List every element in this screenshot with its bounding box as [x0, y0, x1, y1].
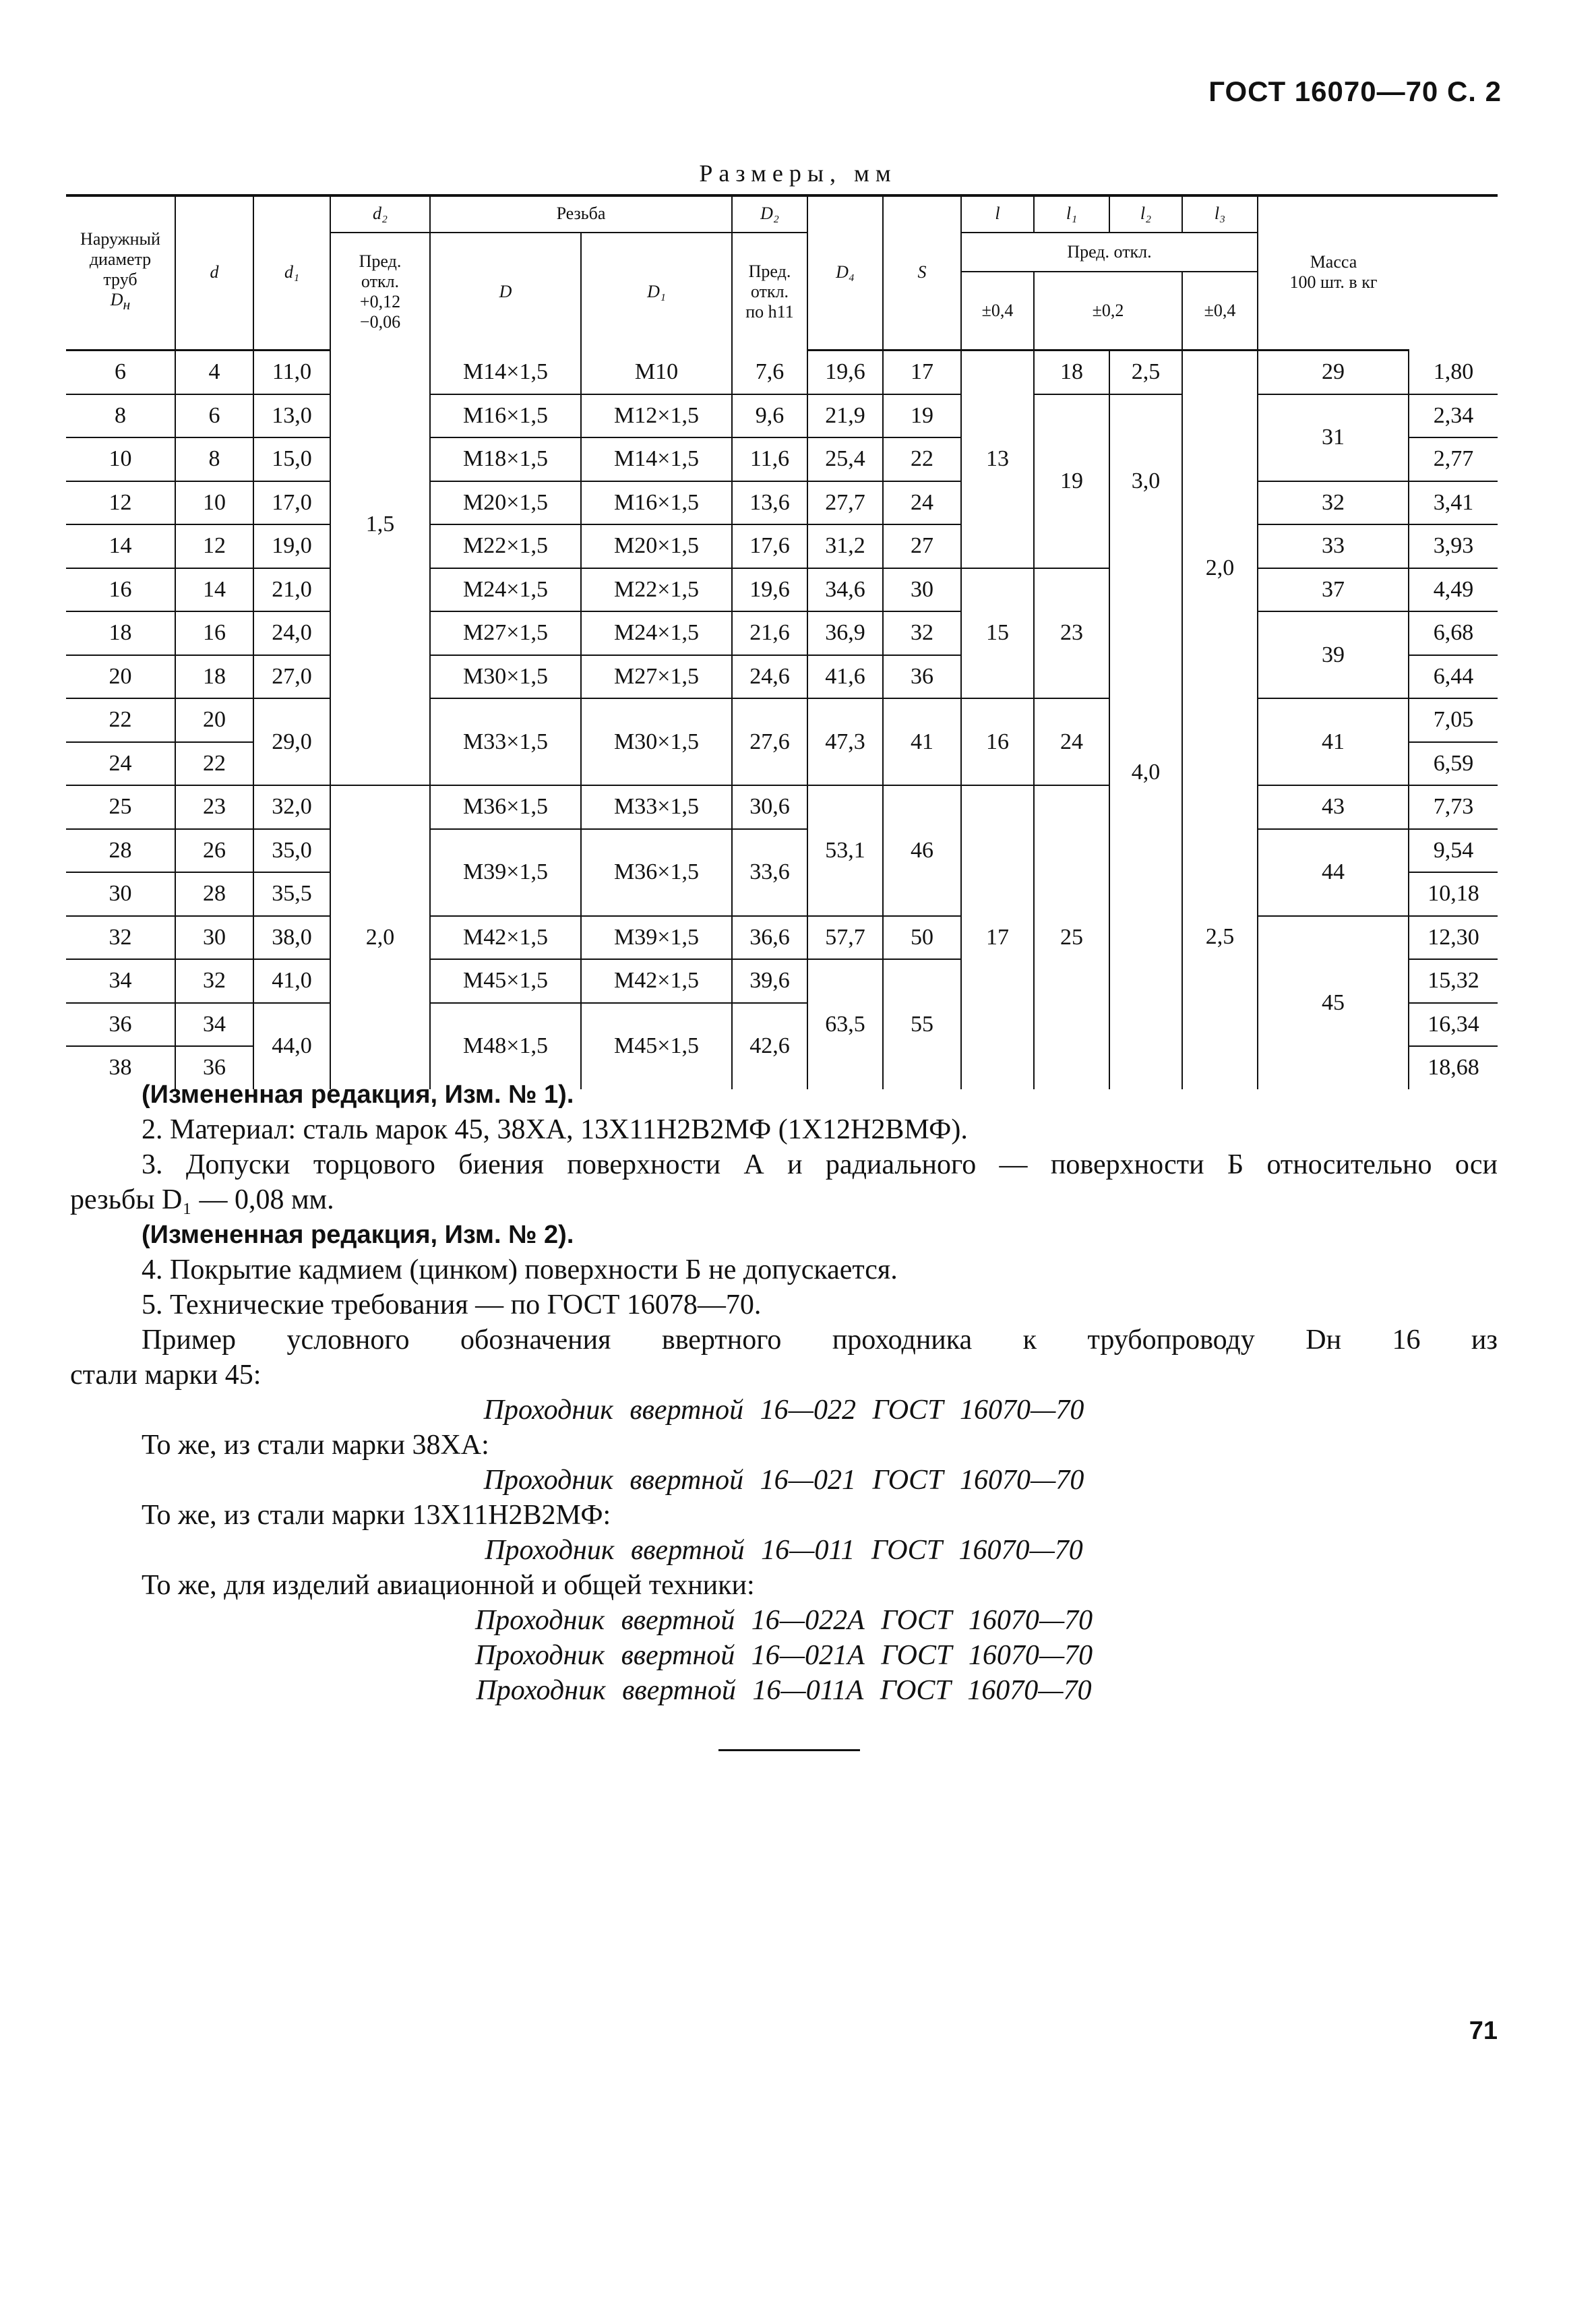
table-cell: 16 [175, 611, 253, 655]
table-cell: M24×1,5 [581, 611, 732, 655]
table-cell: 4 [175, 351, 253, 394]
header-d2-tolerance: Пред. откл. +0,12 −0,06 [330, 233, 430, 351]
table-cell: 19,6 [807, 351, 883, 394]
table-row [66, 481, 1498, 525]
table-cell: M27×1,5 [430, 611, 581, 655]
table-cell: 41,0 [253, 959, 330, 1003]
table-cell: 3,93 [1409, 524, 1498, 568]
table-cell: 26 [175, 829, 253, 873]
table-cell: 14 [66, 524, 175, 568]
designation-2: Проходник ввертной 16—021 ГОСТ 16070—70 [483, 1465, 1084, 1496]
designation-5: Проходник ввертной 16—021А ГОСТ 16070—70 [474, 1640, 1093, 1671]
same-note-13x11: То же, из стали марки 13Х11Н2В2МФ: [142, 1500, 611, 1531]
table-cell: 29,0 [253, 698, 330, 785]
table-cell: 34,6 [807, 568, 883, 612]
table-cell: 7,73 [1409, 785, 1498, 829]
table-cell: 30,6 [732, 785, 807, 829]
table-cell: 31 [1258, 394, 1409, 481]
table-cell: 25,4 [807, 437, 883, 481]
table-cell: 19 [883, 394, 961, 438]
table-cell: 47,3 [807, 698, 883, 785]
table-cell: 3,0 [1109, 394, 1182, 568]
table-cell: 41 [883, 698, 961, 785]
table-cell: 39,6 [732, 959, 807, 1003]
table-cell: 27,6 [732, 698, 807, 785]
table-cell: 31,2 [807, 524, 883, 568]
table-cell: 30 [66, 872, 175, 916]
table-cell: M36×1,5 [430, 785, 581, 829]
table-cell: 25 [1034, 785, 1109, 1089]
table-body [66, 351, 1498, 1089]
table-cell: 13 [961, 351, 1034, 568]
header-D1: D₁ [581, 233, 732, 351]
table-cell: M14×1,5 [581, 437, 732, 481]
table-row [66, 568, 1498, 612]
table-cell: 3,41 [1409, 481, 1498, 525]
table-cell: 36 [883, 655, 961, 699]
table-cell: 57,7 [807, 916, 883, 960]
table-cell: 19 [1034, 394, 1109, 568]
table-cell: 44,0 [253, 1003, 330, 1089]
table-cell: 32,0 [253, 785, 330, 829]
header-d1: d₁ [253, 195, 330, 351]
table-cell: 38,0 [253, 916, 330, 960]
table-cell: 39 [1258, 611, 1409, 698]
notes-section [70, 1077, 1498, 1708]
table-cell: 8 [175, 437, 253, 481]
table-cell: 12 [66, 481, 175, 525]
table-cell: M16×1,5 [430, 394, 581, 438]
table-cell: 63,5 [807, 959, 883, 1089]
table-cell: 36 [66, 1003, 175, 1047]
spec-table [66, 195, 1498, 1089]
table-cell: M30×1,5 [581, 698, 732, 785]
table-cell: M10 [581, 351, 732, 394]
table-cell: 24 [66, 742, 175, 786]
note-2-material: 2. Материал: сталь марок 45, 38ХА, 13Х11Н2В2МФ (1Х12Н2ВМФ). [142, 1114, 968, 1145]
table-cell: 32 [66, 916, 175, 960]
table-cell: 17,0 [253, 481, 330, 525]
header-D: D [430, 233, 581, 351]
table-cell: 27,7 [807, 481, 883, 525]
header-D2: D₂ [732, 195, 807, 233]
note-3-continued: резьбы D₁ — 0,08 мм. [70, 1184, 334, 1215]
table-row [66, 785, 1498, 829]
table-cell: 6,59 [1409, 742, 1498, 786]
table-cell: 27,0 [253, 655, 330, 699]
table-cell: 2,0 [1182, 351, 1258, 786]
designation-4: Проходник ввертной 16—022А ГОСТ 16070—70 [474, 1605, 1093, 1636]
table-cell: 36,9 [807, 611, 883, 655]
table-cell: M45×1,5 [581, 1003, 732, 1089]
table-cell: M33×1,5 [430, 698, 581, 785]
table-cell: M36×1,5 [581, 829, 732, 916]
example-intro-continued: стали марки 45: [70, 1360, 262, 1391]
header-tol-l: ±0,4 [961, 272, 1034, 351]
table-cell: 22 [66, 698, 175, 742]
table-cell: 11,6 [732, 437, 807, 481]
table-cell: 18 [66, 611, 175, 655]
table-cell: 10 [175, 481, 253, 525]
table-cell: M16×1,5 [581, 481, 732, 525]
designation-1: Проходник ввертной 16—022 ГОСТ 16070—70 [483, 1395, 1084, 1426]
table-cell: M22×1,5 [430, 524, 581, 568]
table-cell: 20 [175, 698, 253, 742]
table-cell: 6 [175, 394, 253, 438]
document-header: ГОСТ 16070—70 С. 2 [1208, 75, 1502, 107]
example-intro: Пример условного обозначения ввертного проходника к трубопроводу Dн 16 из [142, 1325, 1498, 1356]
table-cell: 21,9 [807, 394, 883, 438]
table-cell: 28 [175, 872, 253, 916]
table-cell: 2,77 [1409, 437, 1498, 481]
table-row [66, 698, 1498, 742]
table-cell: 6 [66, 351, 175, 394]
table-cell: 19,0 [253, 524, 330, 568]
table-cell: 12 [175, 524, 253, 568]
table-cell: 21,6 [732, 611, 807, 655]
table-cell: M24×1,5 [430, 568, 581, 612]
table-cell: 45 [1258, 916, 1409, 1089]
header-l2: l₂ [1109, 195, 1182, 233]
header-S: S [883, 195, 961, 351]
same-note-aviation: То же, для изделий авиационной и общей техники: [142, 1570, 755, 1601]
table-cell: 16 [961, 698, 1034, 785]
table-cell: 18 [1034, 351, 1109, 394]
designation-6: Проходник ввертной 16—011А ГОСТ 16070—70 [476, 1675, 1092, 1706]
table-cell: 32 [1258, 481, 1409, 525]
table-cell: 23 [175, 785, 253, 829]
note-4-coating: 4. Покрытие кадмием (цинком) поверхности Б не допускается. [142, 1254, 898, 1285]
table-cell: M33×1,5 [581, 785, 732, 829]
table-row [66, 524, 1498, 568]
table-cell: M14×1,5 [430, 351, 581, 394]
table-cell: 2,5 [1109, 351, 1182, 394]
table-cell: M39×1,5 [430, 829, 581, 916]
table-cell: 32 [175, 959, 253, 1003]
header-d: d [175, 195, 253, 351]
table-cell: 53,1 [807, 785, 883, 916]
table-cell: 18,68 [1409, 1046, 1498, 1089]
table-cell: 35,5 [253, 872, 330, 916]
table-cell: 30 [883, 568, 961, 612]
table-cell: 10,18 [1409, 872, 1498, 916]
table-cell: 35,0 [253, 829, 330, 873]
same-note-38xa: То же, из стали марки 38ХА: [142, 1430, 489, 1461]
table-cell: 16 [66, 568, 175, 612]
table-cell: 17 [883, 351, 961, 394]
table-cell: 7,6 [732, 351, 807, 394]
table-cell: 2,34 [1409, 394, 1498, 438]
table-cell: 15 [961, 568, 1034, 699]
table-cell: 6,44 [1409, 655, 1498, 699]
table-cell: 17,6 [732, 524, 807, 568]
table-cell: 2,5 [1182, 785, 1258, 1089]
table-cell: 22 [883, 437, 961, 481]
table-cell: 15,32 [1409, 959, 1498, 1003]
header-d2: d₂ [330, 195, 430, 233]
table-cell: 16,34 [1409, 1003, 1498, 1047]
table-cell [330, 698, 430, 785]
header-D2-tolerance: Пред. откл. по h11 [732, 233, 807, 351]
table-cell: 19,6 [732, 568, 807, 612]
table-cell: 23 [1034, 568, 1109, 699]
table-cell: M39×1,5 [581, 916, 732, 960]
table-cell: 14 [175, 568, 253, 612]
revision-note-2: (Измененная редакция, Изм. № 2). [142, 1221, 574, 1249]
table-cell: 24 [1034, 698, 1109, 785]
table-cell: 46 [883, 785, 961, 916]
table-cell: 30 [175, 916, 253, 960]
table-cell: M48×1,5 [430, 1003, 581, 1089]
page-number: 71 [1469, 2017, 1498, 2045]
header-outer-diameter: Наружный диаметр труб $D_н$ [66, 195, 175, 351]
table-cell: 20 [66, 655, 175, 699]
table-cell: 24,6 [732, 655, 807, 699]
table-cell: 4,49 [1409, 568, 1498, 612]
table-cell: 41 [1258, 698, 1409, 785]
table-row [66, 916, 1498, 960]
table-row [66, 829, 1498, 873]
end-rule [718, 1749, 860, 1751]
dimensions-caption: Размеры, мм [699, 160, 897, 187]
table-row [66, 351, 1498, 394]
table-cell: 50 [883, 916, 961, 960]
table-cell: 1,5 [330, 351, 430, 699]
table-cell: 37 [1258, 568, 1409, 612]
designation-3: Проходник ввертной 16—011 ГОСТ 16070—70 [485, 1535, 1083, 1566]
header-D4: D₄ [807, 195, 883, 351]
header-thread: Резьба [430, 195, 732, 233]
table-cell: 44 [1258, 829, 1409, 916]
revision-note-1: (Измененная редакция, Изм. № 1). [142, 1081, 574, 1109]
table-cell: 21,0 [253, 568, 330, 612]
table-cell: 41,6 [807, 655, 883, 699]
table-cell: 55 [883, 959, 961, 1089]
table-cell: 36 [175, 1046, 253, 1089]
table-cell: 22 [175, 742, 253, 786]
table-cell: 25 [66, 785, 175, 829]
table-cell: 33,6 [732, 829, 807, 916]
table-cell: 10 [66, 437, 175, 481]
table-cell: 8 [66, 394, 175, 438]
table-cell: 2,0 [330, 785, 430, 1089]
table-cell: 13,0 [253, 394, 330, 438]
table-cell: M30×1,5 [430, 655, 581, 699]
table-cell: M18×1,5 [430, 437, 581, 481]
table-row [66, 611, 1498, 655]
header-l3: l₃ [1182, 195, 1258, 233]
table-cell: 17 [961, 785, 1034, 1089]
table-cell: 38 [109, 1055, 132, 1081]
table-cell: 36,6 [732, 916, 807, 960]
table-cell: 29 [1258, 351, 1409, 394]
table-row [66, 394, 1498, 438]
table-cell: 33 [1258, 524, 1409, 568]
note-5-requirements: 5. Технические требования — по ГОСТ 16078—70. [142, 1289, 762, 1320]
table-cell: 9,54 [1409, 829, 1498, 873]
table-cell: M45×1,5 [430, 959, 581, 1003]
table-cell: 24 [883, 481, 961, 525]
table-cell: 7,05 [1409, 698, 1498, 742]
table-cell: 43 [1258, 785, 1409, 829]
table-cell: 42,6 [732, 1003, 807, 1089]
header-tol-l3: ±0,4 [1182, 272, 1258, 351]
note-3-tolerances: 3. Допуски торцового биения поверхности А и радиального — поверхности Б относительно оси [142, 1149, 1498, 1180]
table-cell: M20×1,5 [581, 524, 732, 568]
table-cell: M22×1,5 [581, 568, 732, 612]
table-cell: 15,0 [253, 437, 330, 481]
table-cell: 1,80 [1409, 351, 1498, 394]
table-cell: M27×1,5 [581, 655, 732, 699]
table-cell: 34 [66, 959, 175, 1003]
table-cell: 32 [883, 611, 961, 655]
table-cell: M20×1,5 [430, 481, 581, 525]
table-cell: 11,0 [253, 351, 330, 394]
table-cell: 6,68 [1409, 611, 1498, 655]
table-cell: 12,30 [1409, 916, 1498, 960]
table-cell [1109, 785, 1182, 1089]
table-cell: 24,0 [253, 611, 330, 655]
table-cell: M42×1,5 [430, 916, 581, 960]
header-tol-l1-l2: ±0,2 [1034, 272, 1182, 351]
table-cell: 28 [66, 829, 175, 873]
table-cell: M42×1,5 [581, 959, 732, 1003]
table-cell: 13,6 [732, 481, 807, 525]
header-l1: l₁ [1034, 195, 1109, 233]
table-cell: 9,6 [732, 394, 807, 438]
table-cell: 27 [883, 524, 961, 568]
table-cell: 4,0 [1109, 568, 1182, 786]
table-cell: 18 [175, 655, 253, 699]
header-l: l [961, 195, 1034, 233]
table-cell: M12×1,5 [581, 394, 732, 438]
header-mass: Масса 100 шт. в кг [1258, 195, 1409, 351]
header-pred-otkl: Пред. откл. [961, 233, 1258, 272]
table-cell: 34 [175, 1003, 253, 1047]
